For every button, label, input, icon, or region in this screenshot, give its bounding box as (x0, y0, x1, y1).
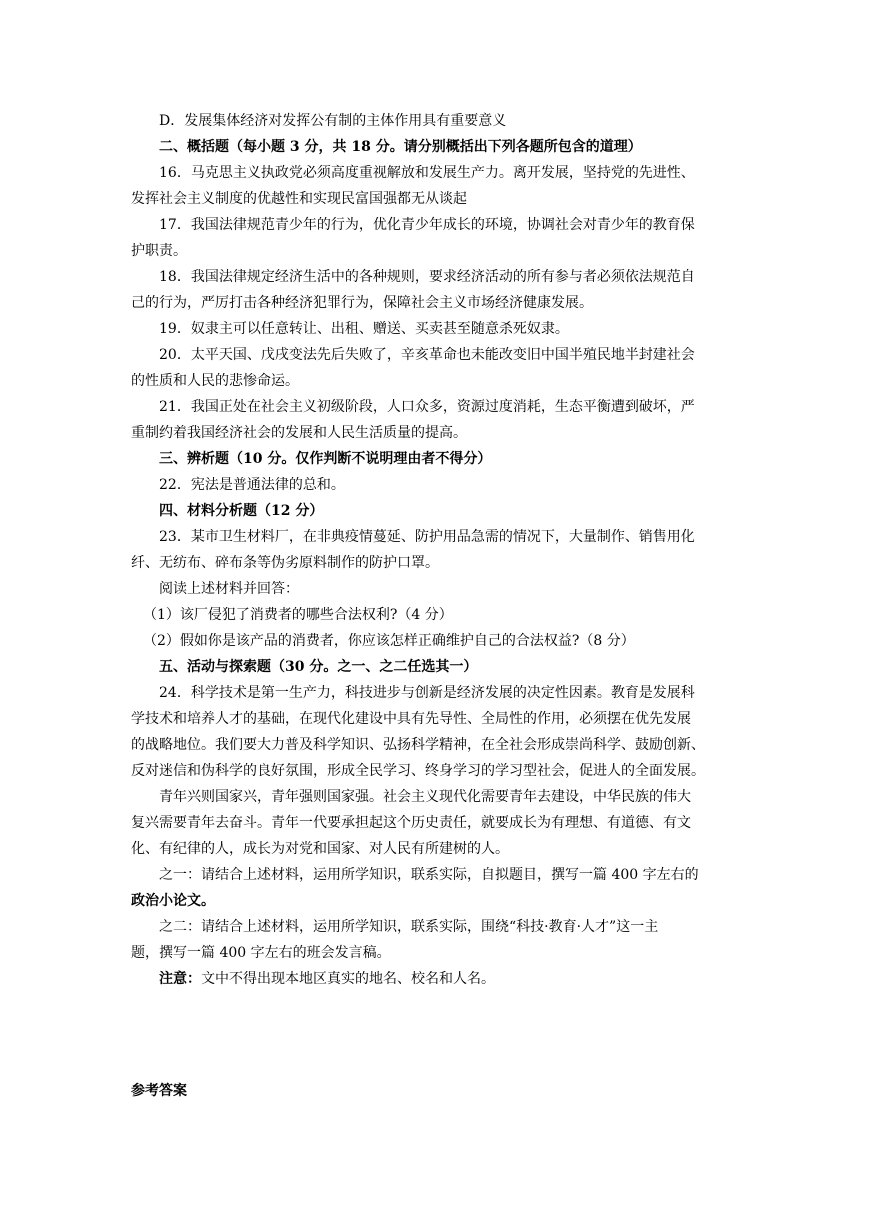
section-5-heading: 五、活动与探索题（30 分。之一、之二任选其一） (159, 659, 478, 675)
question-24-line-3: 的战略地位。我们要大力普及科学知识、弘扬科学精神，在全社会形成崇尚科学、鼓励创新、 (131, 737, 705, 753)
question-16-line-2: 发挥社会主义制度的优越性和实现民富国强都无从谈起 (131, 191, 467, 207)
question-24-line-7: 化、有纪律的人，成长为对党和国家、对人民有所建树的人。 (131, 841, 509, 857)
option-1-line-2: 政治小论文。 (131, 893, 215, 909)
question-24-line-6: 复兴需要青年去奋斗。青年一代要承担起这个历史责任，就要成长为有理想、有道德、有文 (131, 815, 691, 831)
section-2-heading: 二、概括题（每小题 3 分，共 18 分。请分别概括出下列各题所包含的道理） (159, 139, 642, 155)
answers-heading: 参考答案 (131, 1083, 187, 1099)
question-21-line-1: 21．我国正处在社会主义初级阶段，人口众多，资源过度消耗，生态平衡遭到破坏，严 (159, 399, 695, 415)
question-24-line-5: 青年兴则国家兴，青年强则国家强。社会主义现代化需要青年去建设，中华民族的伟大 (159, 789, 691, 805)
question-19: 19．奴隶主可以任意转让、出租、赠送、买卖甚至随意杀死奴隶。 (159, 321, 569, 337)
question-22: 22．宪法是普通法律的总和。 (159, 477, 345, 493)
question-23-prompt: 阅读上述材料并回答： (159, 581, 299, 597)
option-2-line-1: 之二：请结合上述材料，运用所学知识，联系实际，围绕“科技·教育·人才”这一主 (159, 919, 659, 935)
spacer (131, 992, 741, 1078)
question-24-line-2: 学技术和培养人才的基础，在现代化建设中具有先导性、全局性的作用，必须摆在优先发展 (131, 711, 691, 727)
exam-page (131, 108, 741, 1104)
note-text: 文中不得出现本地区真实的地名、校名和人名。 (201, 971, 495, 987)
question-17-line-1: 17．我国法律规范青少年的行为，优化青少年成长的环境，协调社会对青少年的教育保 (159, 217, 695, 233)
question-17-line-2: 护职责。 (131, 243, 187, 259)
option-2-line-2: 题，撰写一篇 400 字左右的班会发言稿。 (131, 945, 391, 961)
question-18-line-1: 18．我国法律规定经济生活中的各种规则，要求经济活动的所有参与者必须依法规范自 (159, 269, 695, 285)
question-16-line-1: 16．马克思主义执政党必须高度重视解放和发展生产力。离开发展，坚持党的先进性、 (159, 165, 695, 181)
note-line (131, 966, 741, 992)
section-4-heading: 四、材料分析题（12 分） (159, 503, 324, 519)
question-18-line-2: 己的行为，严厉打击各种经济犯罪行为，保障社会主义市场经济健康发展。 (131, 295, 593, 311)
question-23-line-1: 23．某市卫生材料厂，在非典疫情蔓延、防护用品急需的情况下，大量制作、销售用化 (159, 529, 695, 545)
section-3-heading: 三、辨析题（10 分。仅作判断不说明理由者不得分） (159, 451, 492, 467)
question-23-sub-1: （1）该厂侵犯了消费者的哪些合法权利?（4 分） (143, 607, 453, 623)
question-20-line-2: 的性质和人民的悲惨命运。 (131, 373, 299, 389)
question-20-line-1: 20．太平天国、戊戌变法先后失败了，辛亥革命也未能改变旧中国半殖民地半封建社会 (159, 347, 695, 363)
note-label: 注意： (159, 971, 201, 987)
option-d: D．发展集体经济对发挥公有制的主体作用具有重要意义 (159, 113, 507, 129)
question-21-line-2: 重制约着我国经济社会的发展和人民生活质量的提高。 (131, 425, 467, 441)
question-23-sub-2: （2）假如你是该产品的消费者，你应该怎样正确维护自己的合法权益?（8 分） (143, 633, 635, 649)
option-1-line-1: 之一：请结合上述材料，运用所学知识，联系实际，自拟题目，撰写一篇 400 字左右的 (159, 867, 699, 883)
question-24-line-4: 反对迷信和伪科学的良好氛围，形成全民学习、终身学习的学习型社会，促进人的全面发展。 (131, 763, 705, 779)
question-24-line-1: 24．科学技术是第一生产力，科技进步与创新是经济发展的决定性因素。教育是发展科 (159, 685, 695, 701)
question-23-line-2: 纤、无纺布、碎布条等伪劣原料制作的防护口罩。 (131, 555, 439, 571)
